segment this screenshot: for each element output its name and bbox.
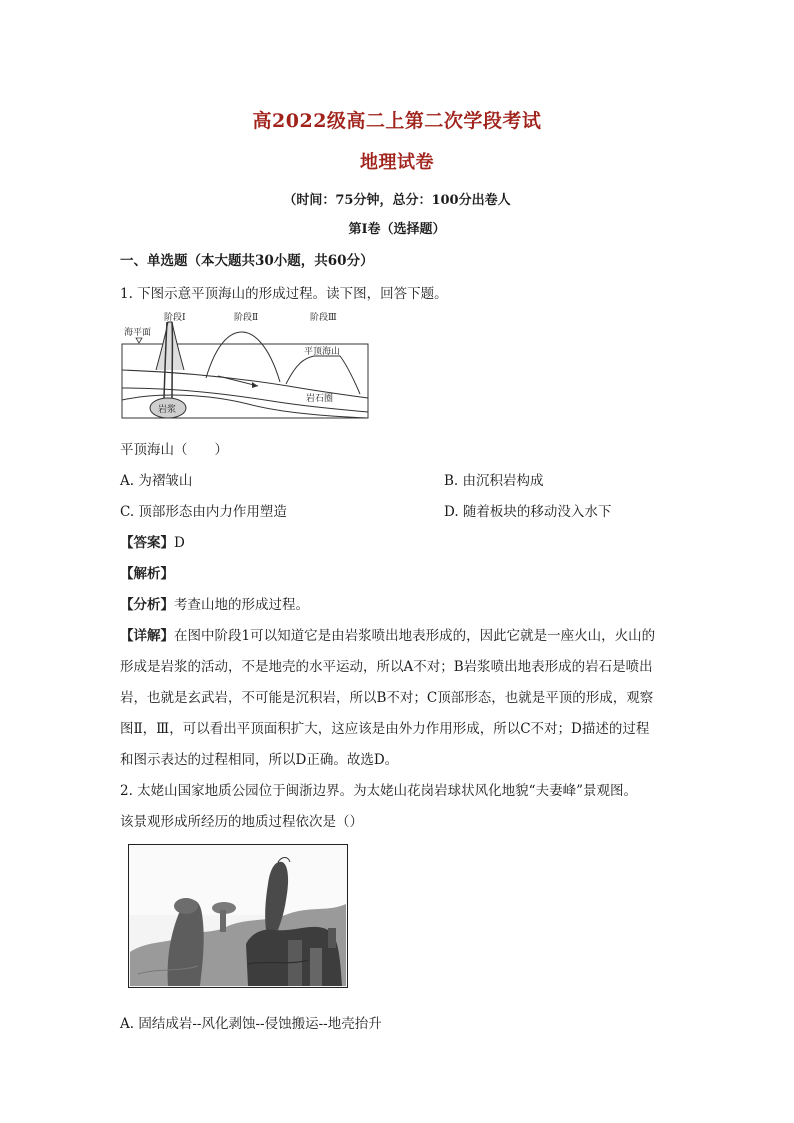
stage2-label: 阶段Ⅱ — [234, 313, 259, 323]
sea-level-label: 海平面 — [124, 328, 152, 338]
q1-detail-line-5: 和图示表达的过程相同，所以D正确。故选D。 — [120, 752, 399, 768]
q1-option-b: B. 由沉积岩构成 — [444, 473, 544, 489]
volume-heading: 第Ⅰ卷（选择题） — [348, 222, 446, 237]
exam-meta: （时间：75分钟，总分：100分出卷人 — [283, 193, 511, 208]
q2-stem-line-1: 2. 太姥山国家地质公园位于闽浙边界。为太姥山花岗岩球状风化地貌“夫妻峰”景观图。 — [120, 783, 637, 799]
fenxi-label: 【分析】 — [120, 597, 174, 613]
q1-detail-line-2: 形成是岩浆的活动，不是地壳的水平运动，所以A不对；B岩浆喷出地表形成的岩石是喷出 — [120, 659, 653, 675]
guyot-diagram — [118, 308, 372, 420]
q1-answer — [120, 531, 185, 551]
fenxi-text: 考查山地的形成过程。 — [174, 597, 309, 613]
q1-option-c: C. 顶部形态由内力作用塑造 — [120, 504, 287, 520]
answer-label: 【答案】 — [120, 535, 174, 551]
guyot-label: 平顶海山 — [304, 347, 341, 357]
q2-stem-line-2: 该景观形成所经历的地质过程依次是（） — [120, 814, 363, 830]
q2-option-a: A. 固结成岩--风化剥蚀--侵蚀搬运--地壳抬升 — [120, 1016, 382, 1032]
q1-detail-line-3: 岩，也就是玄武岩，不可能是沉积岩，所以B不对；C顶部形态，也就是平顶的形成，观察 — [120, 690, 654, 706]
answer-value: D — [174, 535, 185, 551]
exam-title: 高2022级高二上第二次学段考试 — [252, 110, 542, 132]
magma-label: 岩浆 — [158, 405, 177, 415]
subject-title: 地理试卷 — [360, 152, 434, 173]
q1-prompt: 平顶海山（ ） — [120, 442, 228, 458]
q1-option-d: D. 随着板块的移动没入水下 — [444, 504, 612, 520]
q1-detail-line-1: 【详解】在图中阶段1可以知道它是由岩浆喷出地表形成的，因此它就是一座火山，火山的 — [120, 628, 656, 644]
landscape-photo — [128, 844, 348, 988]
stage3-label: 阶段Ⅲ — [310, 313, 337, 323]
q1-detail-line-4: 图Ⅱ，Ⅲ，可以看出平顶面积扩大，这应该是由外力作用形成，所以C不对；D描述的过程 — [120, 721, 650, 737]
stage1-label: 阶段Ⅰ — [164, 313, 186, 323]
section-heading: 一、单选题（本大题共30小题，共60分） — [120, 253, 374, 269]
q1-fenxi — [120, 593, 309, 613]
analysis-label: 【解析】 — [120, 566, 174, 582]
q1-option-a: A. 为褶皱山 — [120, 473, 193, 489]
q1-stem: 1. 下图示意平顶海山的形成过程。读下图，回答下题。 — [120, 286, 448, 302]
detail-label: 【详解】 — [120, 628, 174, 644]
lithosphere-label: 岩石圈 — [306, 394, 334, 404]
